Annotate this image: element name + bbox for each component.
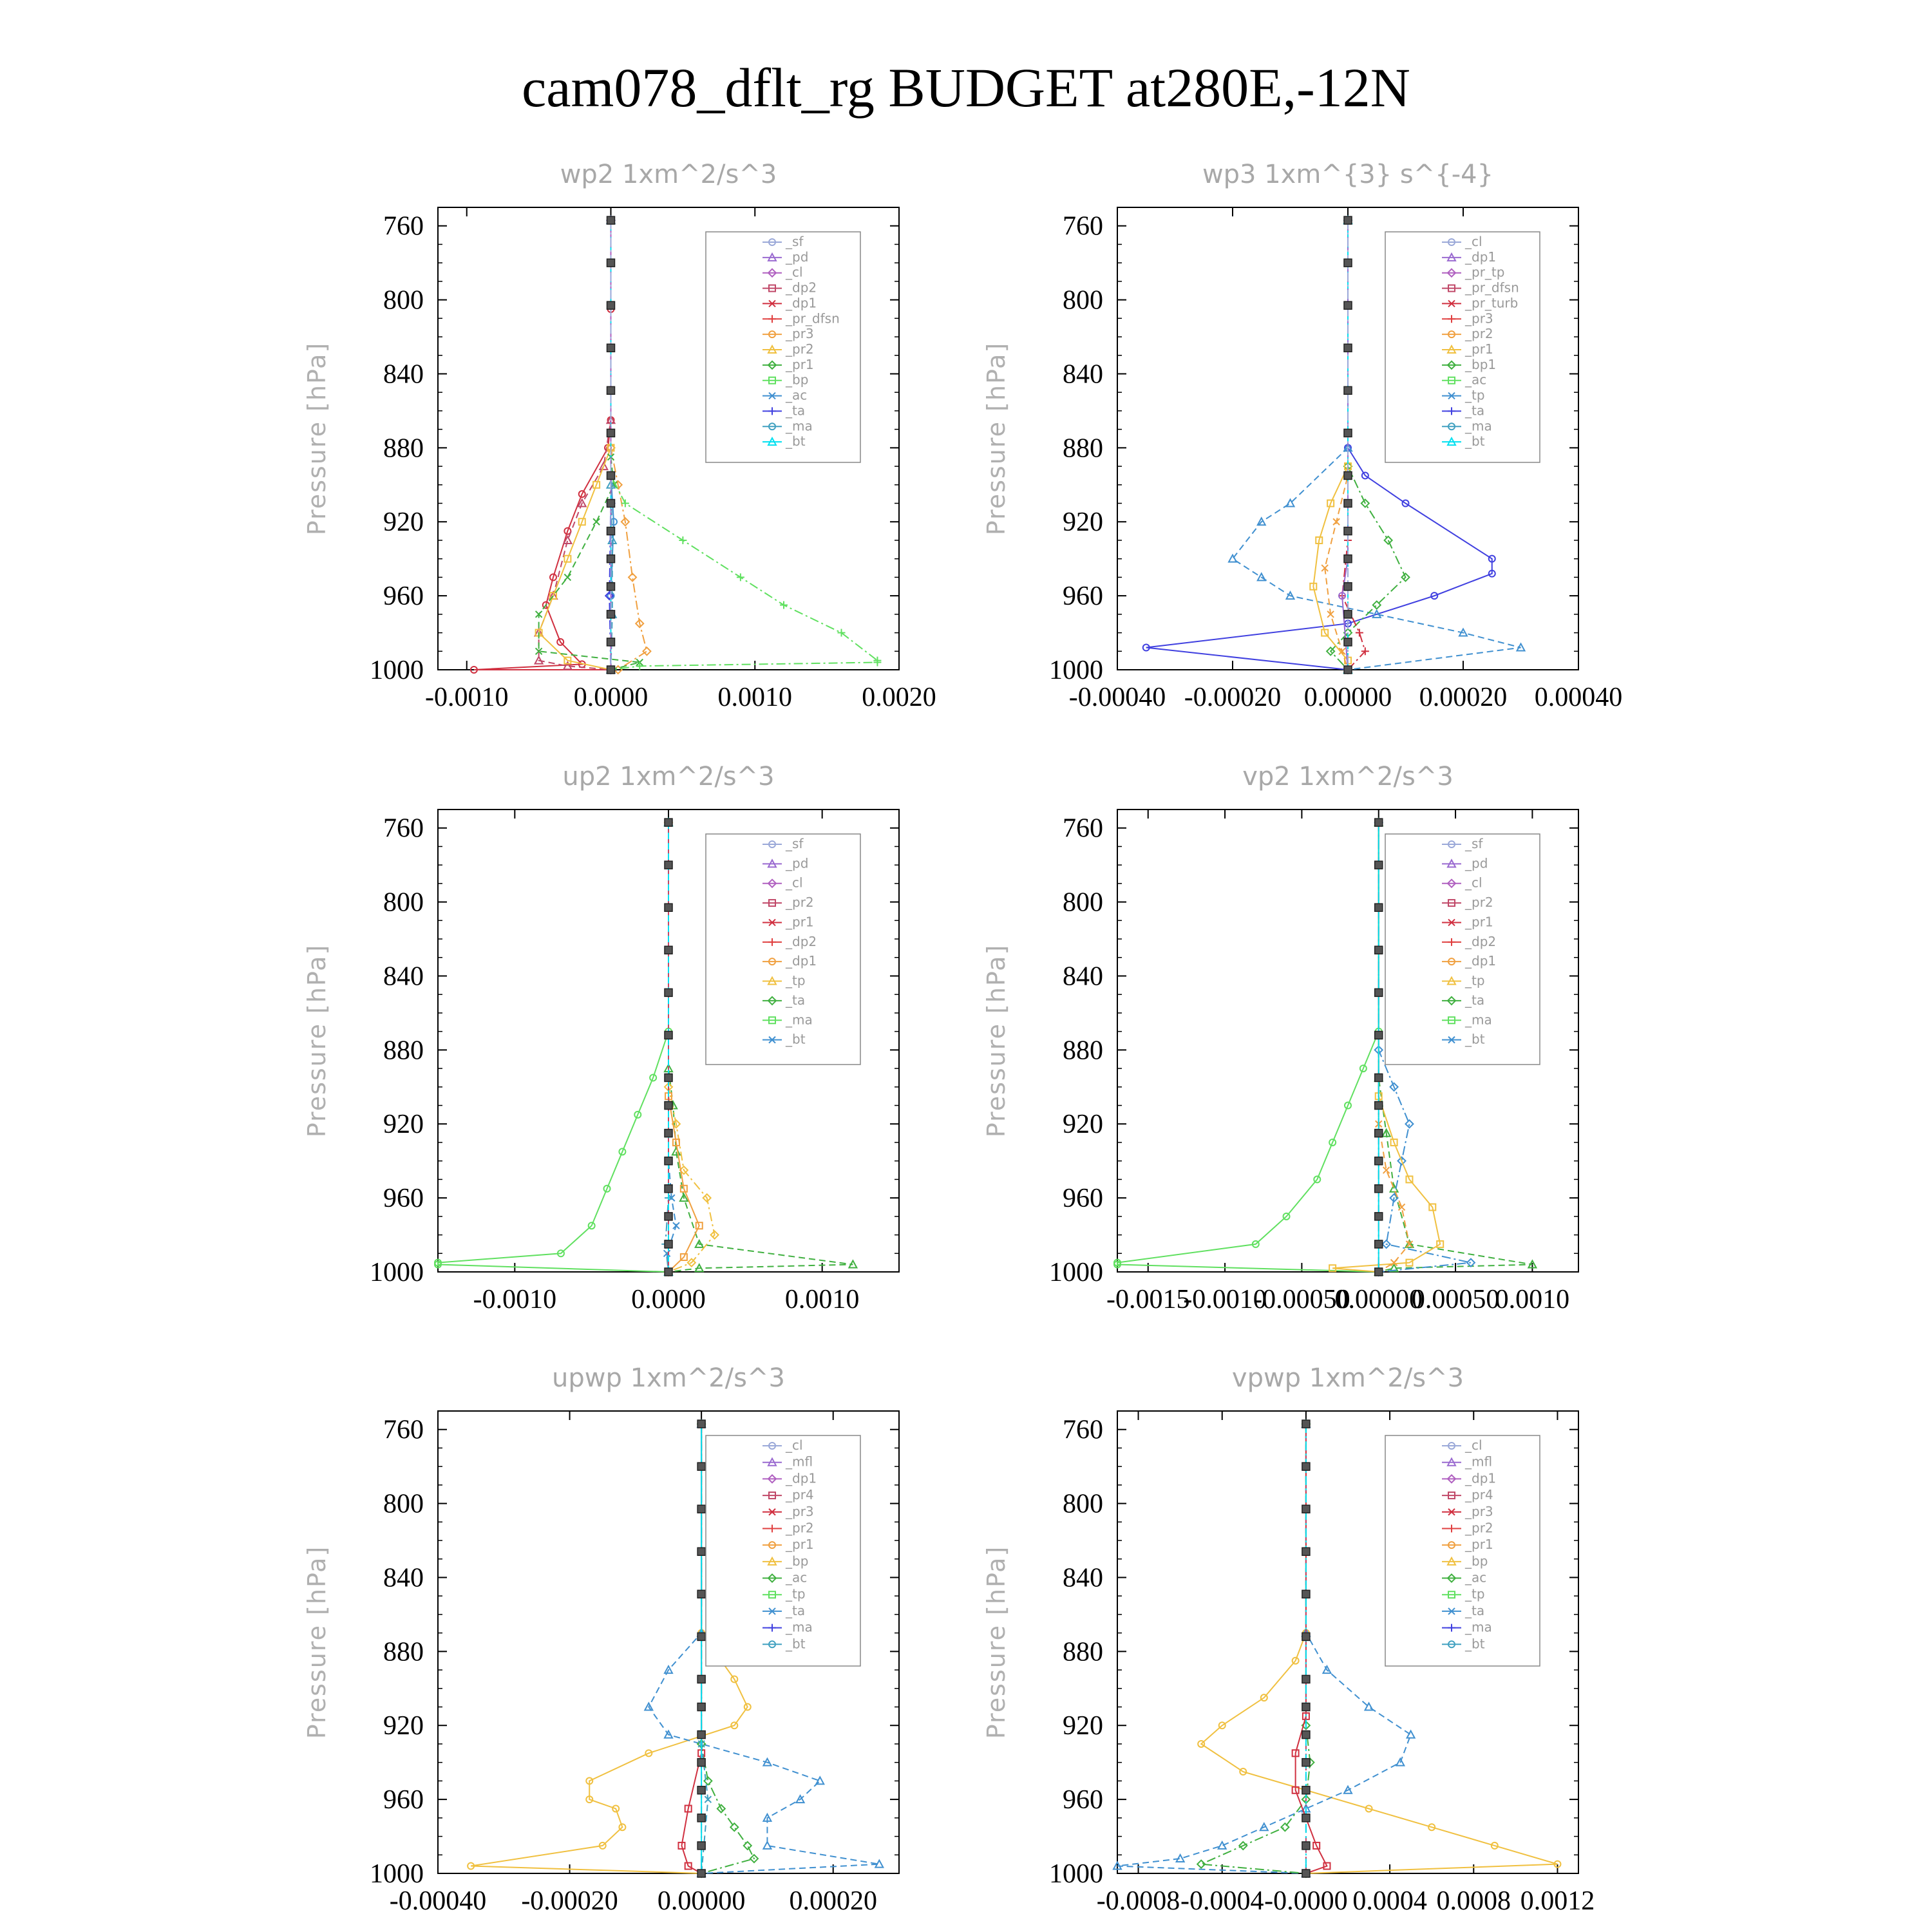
legend-entry: _cl	[786, 264, 803, 280]
x-tick-label: 0.00050	[1411, 1285, 1500, 1314]
zero-profile-point	[1302, 1633, 1310, 1640]
legend-entry: _pr1	[786, 356, 814, 372]
zero-profile-point	[1344, 301, 1352, 309]
x-tick-label: 0.00000	[1303, 683, 1392, 712]
zero-profile-point	[697, 1842, 705, 1850]
legend-entry: _pr2	[786, 341, 814, 357]
x-tick-label: -0.00040	[389, 1886, 487, 1916]
legend-entry: _pr_dfsn	[1465, 279, 1519, 296]
y-tick-label: 920	[1063, 507, 1103, 538]
data-point	[1218, 1842, 1226, 1849]
legend-entry: _cl	[1465, 234, 1482, 249]
y-axis-label: Pressure [hPa]	[303, 943, 331, 1138]
zero-profile-point	[1344, 259, 1352, 267]
panel-title: vp2 1xm^2/s^3	[1242, 762, 1454, 791]
legend-entry: _tp	[1465, 1586, 1485, 1602]
y-tick-label: 760	[1063, 813, 1103, 844]
zero-profile-point	[697, 1590, 705, 1598]
legend-entry: _bt	[1465, 1636, 1485, 1652]
x-tick-label: -0.00020	[1184, 683, 1282, 712]
legend-entry: _ma	[1465, 418, 1492, 434]
zero-profile-point	[665, 904, 672, 911]
zero-profile-point	[1344, 611, 1352, 618]
x-tick-label: 0.00020	[789, 1886, 877, 1916]
y-tick-label: 840	[383, 961, 424, 992]
zero-profile-point	[1375, 1185, 1383, 1193]
zero-profile-point	[1302, 1675, 1310, 1683]
y-tick-label: 880	[1063, 1036, 1103, 1066]
y-axis-label: Pressure [hPa]	[982, 1545, 1010, 1739]
zero-profile-point	[1344, 471, 1352, 479]
zero-profile-point	[1344, 638, 1352, 646]
x-tick-label: 0.00000	[1334, 1285, 1423, 1314]
zero-profile-point	[1302, 1842, 1310, 1850]
zero-profile-point	[1375, 1240, 1383, 1248]
x-tick-label: 0.0000	[573, 683, 649, 712]
zero-profile-point	[697, 1505, 705, 1513]
y-tick-label: 920	[1063, 1110, 1103, 1140]
legend-entry: _tp	[786, 1586, 806, 1602]
zero-profile-point	[1344, 666, 1352, 674]
y-tick-label: 760	[383, 1415, 424, 1445]
legend-entry: _pr1	[786, 1537, 814, 1553]
zero-profile-point	[1375, 819, 1383, 826]
zero-profile-point	[1302, 1548, 1310, 1555]
zero-profile-point	[1344, 216, 1352, 224]
zero-profile-point	[697, 1548, 705, 1555]
legend-entry: _ac	[1465, 372, 1487, 388]
zero-profile-point	[697, 1759, 705, 1766]
legend-entry: _ta	[786, 992, 806, 1008]
legend-entry: _sf	[786, 234, 804, 249]
legend-entry: _pr4	[786, 1487, 814, 1503]
data-point	[1407, 1731, 1415, 1738]
zero-profile-point	[1302, 1505, 1310, 1513]
zero-profile-point	[607, 638, 615, 646]
y-tick-label: 880	[383, 1036, 424, 1066]
legend-entry: _ta	[1465, 992, 1485, 1008]
zero-profile-point	[607, 429, 615, 437]
series-line	[474, 220, 611, 670]
zero-profile-point	[1344, 429, 1352, 437]
panel-4	[982, 762, 1578, 1314]
legend-entry: _pr1	[1465, 914, 1493, 930]
legend-entry: _tp	[1465, 972, 1485, 989]
zero-profile-point	[607, 386, 615, 394]
legend-entry: _bp	[786, 372, 809, 388]
legend-entry: _ma	[786, 1012, 813, 1028]
legend-entry: _dp1	[786, 295, 817, 311]
legend-entry: _mfl	[786, 1454, 813, 1470]
legend-entry: _bt	[1465, 433, 1485, 450]
legend-entry: _bt	[1465, 1031, 1485, 1047]
zero-profile-point	[697, 1463, 705, 1470]
legend-entry: _ma	[786, 1619, 813, 1635]
zero-profile-point	[1375, 904, 1383, 911]
legend-entry: _dp2	[786, 933, 817, 949]
y-tick-label: 800	[383, 1489, 424, 1519]
zero-profile-point	[697, 1870, 705, 1877]
zero-profile-point	[697, 1814, 705, 1822]
data-point	[643, 647, 650, 655]
legend-entry: _pd	[786, 855, 809, 871]
legend-entry: _dp1	[1465, 249, 1497, 265]
data-point	[780, 601, 788, 609]
legend-entry: _pr_turb	[1465, 295, 1519, 311]
data-point	[737, 573, 744, 581]
series-line	[1201, 1424, 1310, 1873]
series-line	[539, 220, 611, 670]
y-tick-label: 840	[383, 1563, 424, 1593]
legend-entry: _cl	[786, 875, 803, 891]
zero-profile-point	[665, 1031, 672, 1039]
legend-entry: _bp	[786, 1553, 809, 1569]
zero-profile-point	[1375, 1268, 1383, 1276]
legend-entry: _sf	[1465, 836, 1483, 851]
series-line	[539, 220, 640, 670]
zero-profile-point	[697, 1675, 705, 1683]
data-point	[1405, 1120, 1413, 1128]
legend-entry: _ta	[1465, 1602, 1485, 1618]
y-tick-label: 960	[383, 1184, 424, 1214]
y-tick-label: 840	[1063, 359, 1103, 390]
y-tick-label: 960	[383, 1785, 424, 1815]
zero-profile-point	[1302, 1703, 1310, 1711]
y-tick-label: 960	[1063, 582, 1103, 612]
panel-title: wp3 1xm^{3} s^{-4}	[1202, 160, 1494, 189]
panel-3	[303, 762, 899, 1314]
x-tick-label: 0.0010	[1495, 1285, 1570, 1314]
zero-profile-point	[1375, 946, 1383, 954]
x-tick-label: -0.00040	[1068, 683, 1166, 712]
y-tick-label: 840	[383, 359, 424, 390]
zero-profile-point	[607, 259, 615, 267]
panel-title: vpwp 1xm^2/s^3	[1231, 1363, 1464, 1393]
legend-entry: _cl	[1465, 1437, 1482, 1453]
legend-entry: _dp2	[786, 279, 817, 296]
legend-entry: _bt	[786, 1031, 806, 1047]
legend-entry: _pr3	[1465, 1503, 1493, 1519]
zero-profile-point	[697, 1703, 705, 1711]
zero-profile-point	[607, 583, 615, 591]
y-tick-label: 960	[1063, 1184, 1103, 1214]
zero-profile-point	[607, 555, 615, 563]
legend-entry: _pd	[786, 249, 809, 265]
data-point	[636, 662, 643, 670]
y-tick-label: 880	[383, 1637, 424, 1667]
legend-entry: _pr2	[1465, 895, 1493, 911]
y-tick-label: 920	[383, 1711, 424, 1741]
zero-profile-point	[607, 527, 615, 535]
y-tick-label: 920	[1063, 1711, 1103, 1741]
legend-box	[706, 1435, 860, 1666]
panel-5	[303, 1363, 899, 1916]
legend-entry: _cl	[1465, 875, 1482, 891]
data-point	[593, 518, 600, 525]
zero-profile-point	[1344, 555, 1352, 563]
x-tick-label: 0.0000	[631, 1285, 706, 1314]
y-tick-label: 800	[383, 887, 424, 918]
legend-entry: _ta	[786, 402, 806, 419]
y-axis-label: Pressure [hPa]	[303, 341, 331, 536]
legend-entry: _bt	[786, 1636, 806, 1652]
zero-profile-point	[1302, 1590, 1310, 1598]
series-line	[1325, 220, 1348, 670]
zero-profile-point	[1344, 500, 1352, 507]
x-tick-label: -0.0004	[1180, 1886, 1264, 1916]
y-tick-label: 840	[1063, 1563, 1103, 1593]
y-axis-label: Pressure [hPa]	[303, 1545, 331, 1739]
y-tick-label: 880	[1063, 1637, 1103, 1667]
data-point	[564, 574, 571, 580]
zero-profile-point	[1302, 1420, 1310, 1428]
legend-box	[706, 834, 860, 1065]
legend-entry: _pr_tp	[1465, 264, 1505, 280]
y-tick-label: 760	[383, 813, 424, 844]
legend-entry: _pr3	[786, 326, 814, 342]
zero-profile-point	[1375, 1157, 1383, 1165]
y-tick-label: 960	[383, 582, 424, 612]
y-tick-label: 1000	[1049, 1258, 1103, 1287]
series-line	[611, 220, 647, 670]
legend-entry: _pr1	[786, 914, 814, 930]
x-tick-label: -0.0008	[1096, 1886, 1180, 1916]
x-tick-label: -0.0000	[1264, 1886, 1348, 1916]
zero-profile-point	[665, 1074, 672, 1081]
zero-profile-point	[607, 216, 615, 224]
x-tick-label: 0.0010	[784, 1285, 860, 1314]
zero-profile-point	[1375, 1031, 1383, 1039]
x-tick-label: 0.00000	[657, 1886, 746, 1916]
legend-entry: _bp1	[1465, 356, 1497, 372]
legend-entry: _dp1	[786, 1470, 817, 1486]
y-tick-label: 800	[1063, 285, 1103, 316]
legend-entry: _ac	[786, 1569, 808, 1586]
zero-profile-point	[665, 989, 672, 996]
legend-entry: _ac	[1465, 1569, 1487, 1586]
y-tick-label: 760	[383, 211, 424, 242]
legend-entry: _pr3	[786, 1503, 814, 1519]
legend-entry: _pr1	[1465, 1537, 1493, 1553]
legend-entry: _ma	[1465, 1619, 1492, 1635]
zero-profile-point	[665, 1213, 672, 1220]
data-point	[679, 536, 687, 544]
zero-profile-point	[665, 861, 672, 869]
x-tick-label: -0.00020	[521, 1886, 618, 1916]
legend-entry: _pr2	[786, 895, 814, 911]
zero-profile-point	[1302, 1759, 1310, 1766]
panel-title: upwp 1xm^2/s^3	[552, 1363, 785, 1393]
x-tick-label: -0.0015	[1106, 1285, 1190, 1314]
legend-entry: _dp1	[786, 953, 817, 969]
x-tick-label: -0.0010	[473, 1285, 557, 1314]
y-tick-label: 840	[1063, 961, 1103, 992]
zero-profile-point	[607, 666, 615, 674]
zero-profile-point	[665, 946, 672, 954]
y-tick-label: 920	[383, 507, 424, 538]
legend-entry: _pr4	[1465, 1487, 1493, 1503]
legend-box	[706, 232, 860, 462]
zero-profile-point	[607, 301, 615, 309]
data-point	[1356, 629, 1363, 637]
zero-profile-point	[1375, 1102, 1383, 1110]
y-tick-label: 800	[1063, 1489, 1103, 1519]
data-point	[873, 659, 881, 667]
zero-profile-point	[697, 1420, 705, 1428]
zero-profile-point	[665, 1268, 672, 1276]
y-tick-label: 920	[383, 1110, 424, 1140]
legend-entry: _tp	[786, 972, 806, 989]
zero-profile-point	[665, 819, 672, 826]
series-line	[438, 822, 668, 1272]
legend-entry: _bt	[786, 433, 806, 450]
legend-entry: _mfl	[1465, 1454, 1493, 1470]
legend-entry: _sf	[786, 836, 804, 851]
legend-entry: _dp2	[1465, 933, 1497, 949]
data-point	[763, 1842, 771, 1849]
zero-profile-point	[1302, 1786, 1310, 1794]
legend-entry: _ac	[786, 387, 808, 403]
x-tick-label: -0.0010	[425, 683, 509, 712]
zero-profile-point	[697, 1731, 705, 1739]
series-line	[1117, 822, 1379, 1272]
y-axis-label: Pressure [hPa]	[982, 943, 1010, 1138]
y-tick-label: 800	[1063, 887, 1103, 918]
zero-profile-point	[665, 1102, 672, 1110]
legend-entry: _pr2	[1465, 1520, 1493, 1536]
zero-profile-point	[1375, 861, 1383, 869]
panel-2	[982, 160, 1622, 712]
panel-6	[982, 1363, 1595, 1916]
legend-entry: _pr2	[786, 1520, 814, 1536]
panel-1	[303, 160, 936, 712]
zero-profile-point	[1302, 1870, 1310, 1877]
x-tick-label: 0.00020	[1419, 683, 1508, 712]
y-tick-label: 960	[1063, 1785, 1103, 1815]
legend-entry: _ma	[1465, 1012, 1492, 1028]
legend-entry: _bp	[1465, 1553, 1488, 1569]
y-tick-label: 1000	[370, 656, 424, 685]
zero-profile-point	[1344, 344, 1352, 352]
x-tick-label: 0.0004	[1352, 1886, 1427, 1916]
zero-profile-point	[1302, 1731, 1310, 1739]
zero-profile-point	[665, 1185, 672, 1193]
zero-profile-point	[697, 1786, 705, 1794]
legend-entry: _pd	[1465, 855, 1488, 871]
x-tick-label: 0.0010	[717, 683, 792, 712]
series-line	[539, 220, 611, 670]
y-tick-label: 1000	[1049, 656, 1103, 685]
legend-entry: _dp1	[1465, 953, 1497, 969]
y-tick-label: 800	[383, 285, 424, 316]
legend-entry: _ta	[786, 1602, 806, 1618]
x-tick-label: -0.0010	[1183, 1285, 1267, 1314]
legend-entry: _ta	[1465, 402, 1485, 419]
zero-profile-point	[697, 1633, 705, 1640]
zero-profile-point	[1375, 989, 1383, 996]
y-tick-label: 880	[1063, 433, 1103, 464]
y-tick-label: 880	[383, 433, 424, 464]
legend-entry: _tp	[1465, 387, 1485, 403]
legend-entry: _pr2	[1465, 326, 1493, 342]
zero-profile-point	[1302, 1463, 1310, 1470]
legend-entry: _dp1	[1465, 1470, 1497, 1486]
zero-profile-point	[607, 611, 615, 618]
legend-entry: _pr_dfsn	[786, 310, 840, 327]
data-point	[673, 1222, 679, 1229]
panel-title: up2 1xm^2/s^3	[562, 762, 775, 791]
zero-profile-point	[665, 1157, 672, 1165]
zero-profile-point	[607, 344, 615, 352]
legend-entry: _ma	[786, 418, 813, 434]
zero-profile-point	[1302, 1814, 1310, 1822]
zero-profile-point	[607, 471, 615, 479]
zero-profile-point	[1375, 1074, 1383, 1081]
figure-title: cam078_dflt_rg BUDGET at280E,-12N	[522, 57, 1410, 118]
zero-profile-point	[1344, 527, 1352, 535]
zero-profile-point	[665, 1240, 672, 1248]
legend-box	[1385, 232, 1540, 462]
legend-box	[1385, 834, 1540, 1065]
zero-profile-point	[1344, 583, 1352, 591]
y-tick-label: 1000	[370, 1859, 424, 1889]
legend-box	[1385, 1435, 1540, 1666]
x-tick-label: 0.00040	[1534, 683, 1623, 712]
legend-entry: _pr3	[1465, 310, 1493, 327]
zero-profile-point	[607, 500, 615, 507]
legend-entry: _cl	[786, 1437, 803, 1453]
y-tick-label: 760	[1063, 211, 1103, 242]
y-tick-label: 760	[1063, 1415, 1103, 1445]
x-tick-label: 0.0008	[1436, 1886, 1511, 1916]
zero-profile-point	[1375, 1130, 1383, 1137]
x-tick-label: 0.0012	[1520, 1886, 1595, 1916]
y-tick-label: 1000	[370, 1258, 424, 1287]
y-axis-label: Pressure [hPa]	[982, 341, 1010, 536]
x-tick-label: 0.0020	[862, 683, 936, 712]
legend-entry: _pr1	[1465, 341, 1493, 357]
panel-title: wp2 1xm^2/s^3	[560, 160, 777, 189]
x-tick-label: -0.00050	[1253, 1285, 1350, 1314]
zero-profile-point	[1375, 1213, 1383, 1220]
zero-profile-point	[665, 1130, 672, 1137]
zero-profile-point	[1344, 386, 1352, 394]
y-tick-label: 1000	[1049, 1859, 1103, 1889]
